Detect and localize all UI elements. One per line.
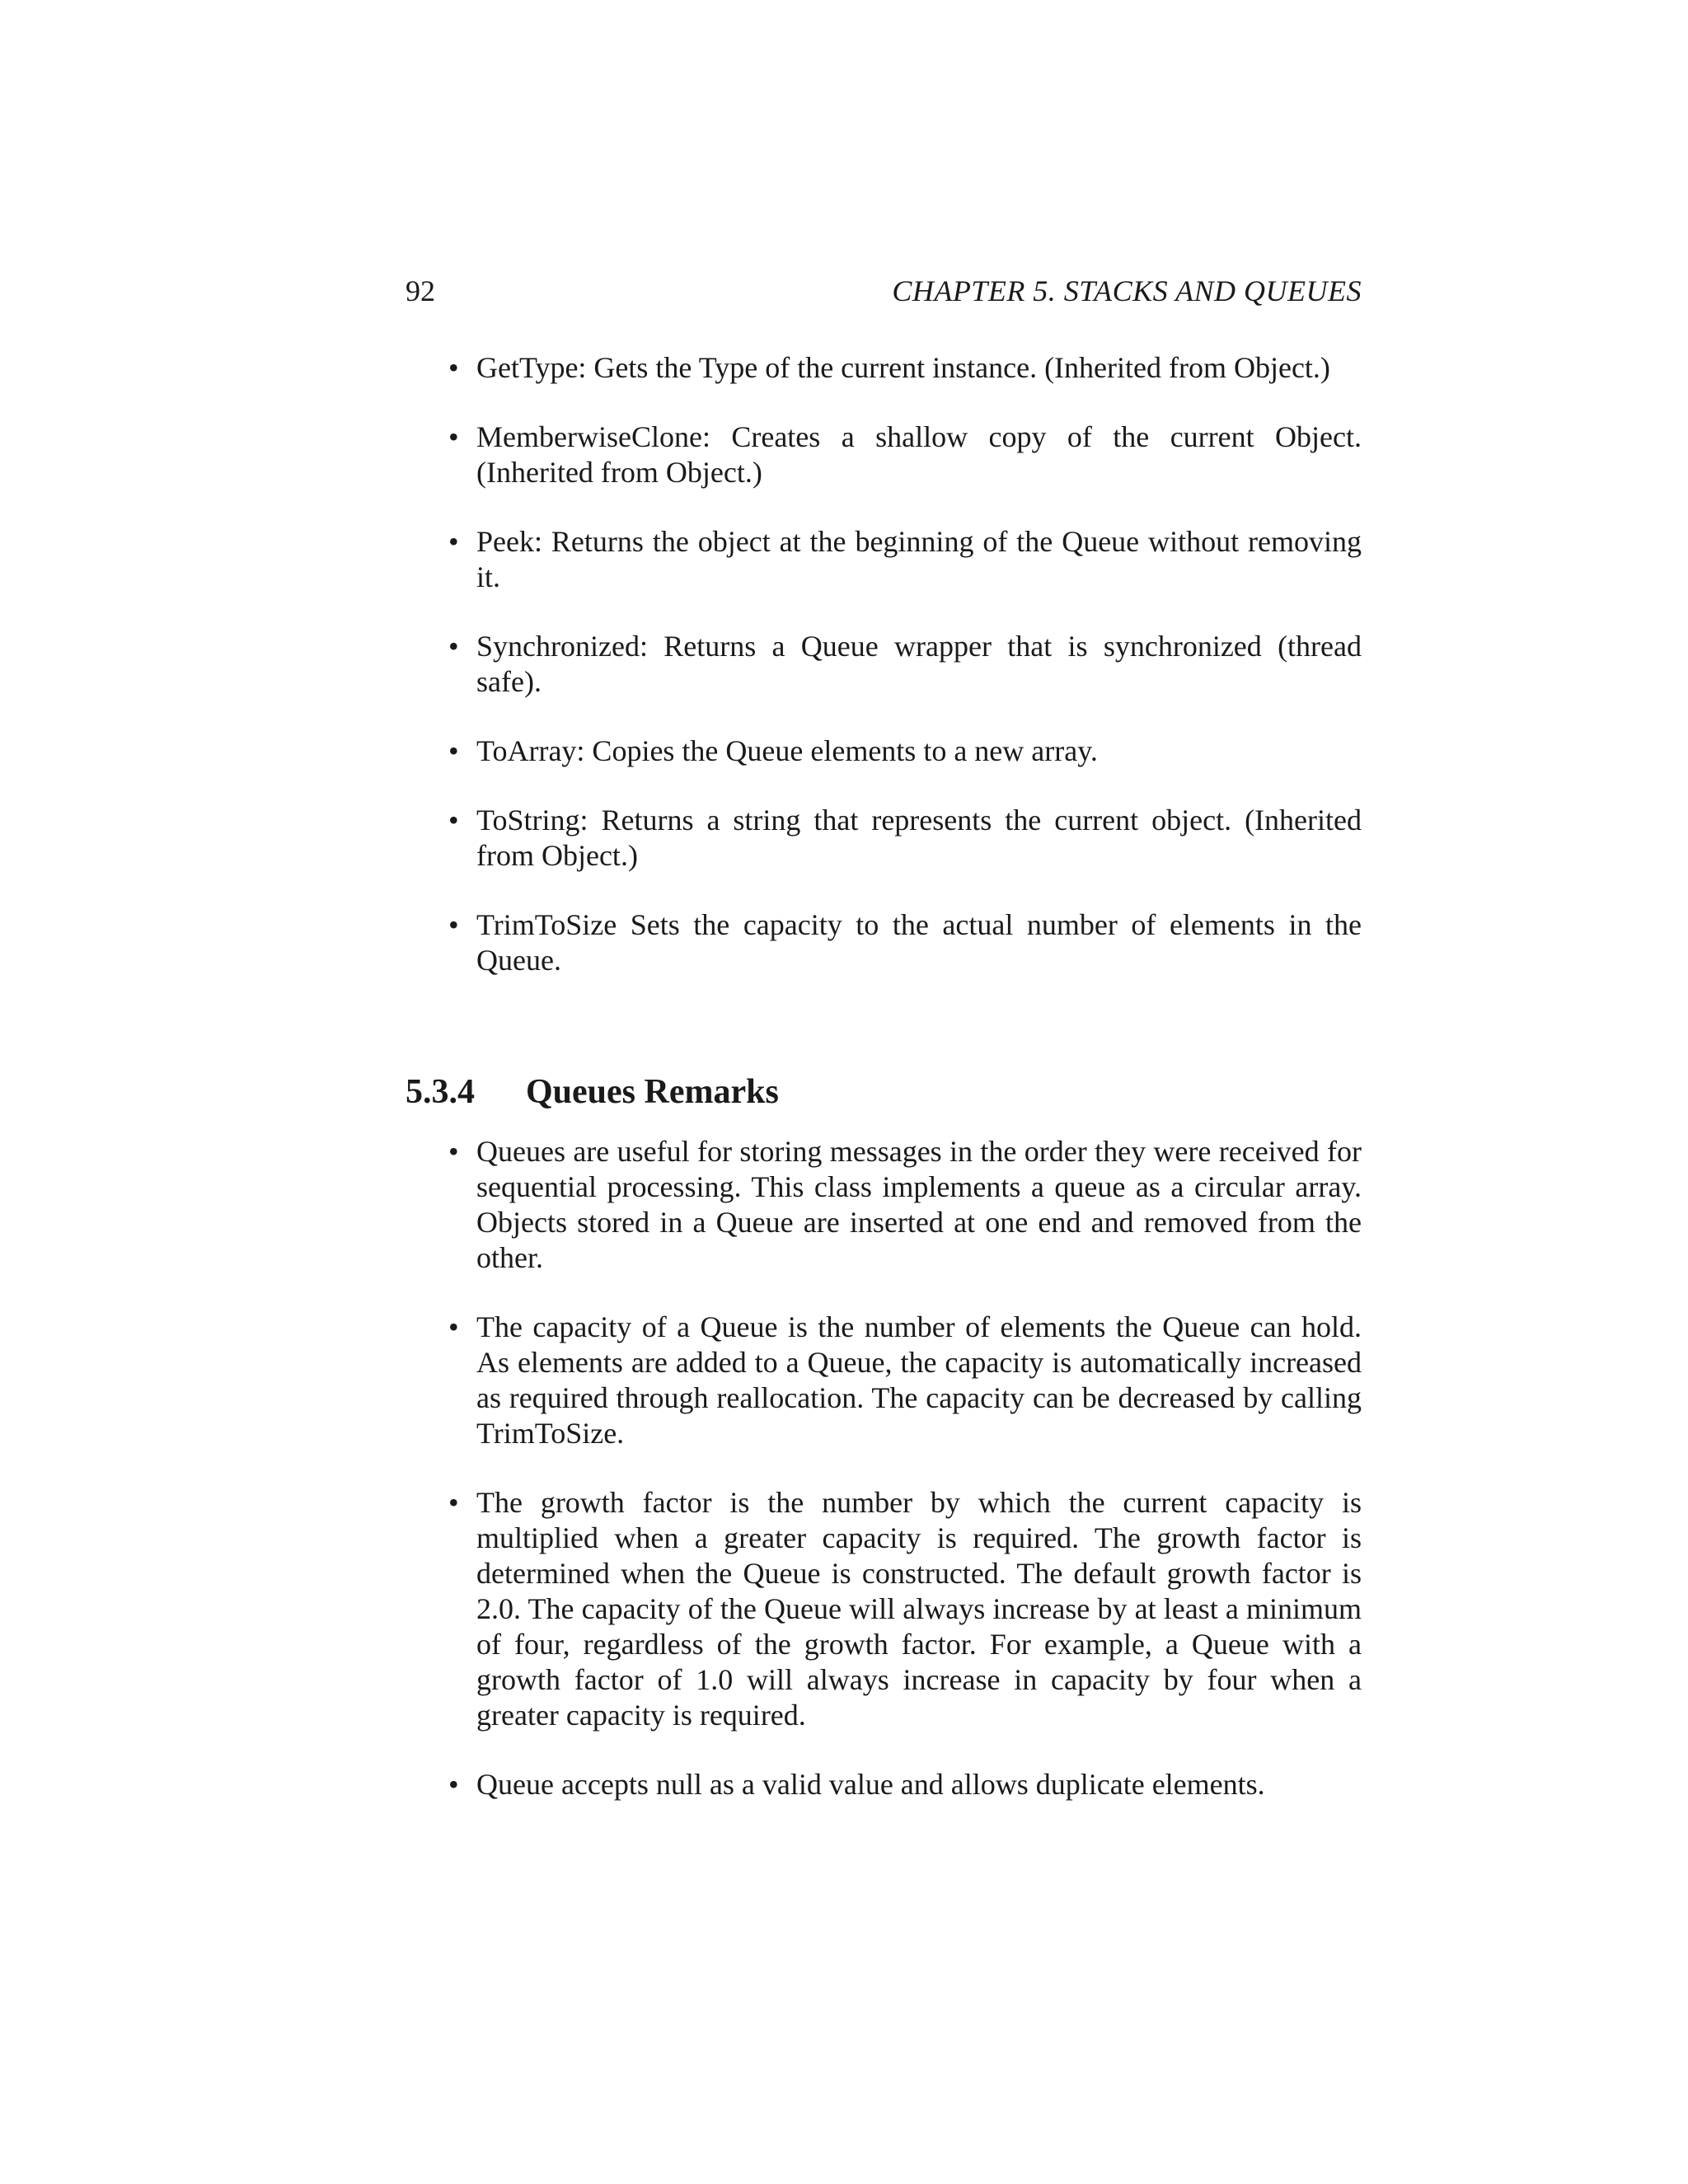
methods-list bbox=[406, 350, 1362, 1012]
list-item bbox=[406, 907, 1362, 978]
page-number: 92 bbox=[406, 274, 435, 307]
bullet-icon: • bbox=[448, 351, 459, 384]
bullet-icon: • bbox=[448, 734, 459, 767]
list-item bbox=[406, 1134, 1362, 1276]
bullet-icon: • bbox=[448, 420, 459, 453]
list-item-text: The growth factor is the number by which the current capacity is multiplied when a greater capacity is required. The growth factor is determined when the Queue is constructed. The default growth factor is 2.0. The capacity of the Queue will always increase by at least a minimum of four, regardless of the growth factor. For example, a Queue with a growth factor of 1.0 will always increase in capacity by four when a greater capacity is required. bbox=[476, 1486, 1362, 1732]
list-item-text: Queues are useful for storing messages in the order they were received for sequential processing. This class implements a queue as a circular array. Objects stored in a Queue are inserted at one end and removed from the other. bbox=[476, 1135, 1362, 1274]
bullet-icon: • bbox=[448, 1768, 459, 1801]
bullet-icon: • bbox=[448, 1486, 459, 1519]
list-item-text: The capacity of a Queue is the number of elements the Queue can hold. As elements are added to a Queue, the capacity is automatically increased as required through reallocation. The capacity can be decreased by calling TrimToSize. bbox=[476, 1310, 1362, 1450]
list-item-text: ToString: Returns a string that represents the current object. (Inherited from Object.) bbox=[476, 804, 1362, 872]
bullet-icon: • bbox=[448, 525, 459, 558]
list-item-text: GetType: Gets the Type of the current instance. (Inherited from Object.) bbox=[476, 351, 1330, 384]
list-item-text: Synchronized: Returns a Queue wrapper that is synchronized (thread safe). bbox=[476, 630, 1362, 698]
list-item bbox=[406, 1310, 1362, 1451]
list-item bbox=[406, 733, 1362, 769]
list-item-text: MemberwiseClone: Creates a shallow copy of the current Object. (Inherited from Object.) bbox=[476, 420, 1362, 489]
bullet-icon: • bbox=[448, 630, 459, 663]
bullet-icon: • bbox=[448, 1310, 459, 1343]
list-item-text: Peek: Returns the object at the beginning of the Queue without removing it. bbox=[476, 525, 1362, 593]
running-head bbox=[406, 270, 1362, 312]
list-item-text: TrimToSize Sets the capacity to the actual number of elements in the Queue. bbox=[476, 908, 1362, 977]
chapter-title: CHAPTER 5. STACKS AND QUEUES bbox=[892, 274, 1362, 307]
list-item bbox=[406, 629, 1362, 700]
remarks-list bbox=[406, 1134, 1362, 1836]
list-item bbox=[406, 1485, 1362, 1733]
list-item bbox=[406, 419, 1362, 490]
list-item bbox=[406, 350, 1362, 386]
list-item-text: Queue accepts null as a valid value and allows duplicate elements. bbox=[476, 1768, 1265, 1801]
section-number: 5.3.4 bbox=[406, 1073, 475, 1111]
section-heading bbox=[406, 1069, 1362, 1115]
list-item bbox=[406, 524, 1362, 595]
list-item bbox=[406, 803, 1362, 874]
list-item bbox=[406, 1767, 1362, 1802]
bullet-icon: • bbox=[448, 804, 459, 837]
bullet-icon: • bbox=[448, 908, 459, 941]
section-title: Queues Remarks bbox=[526, 1073, 779, 1111]
list-item-text: ToArray: Copies the Queue elements to a new array. bbox=[476, 734, 1098, 767]
bullet-icon: • bbox=[448, 1135, 459, 1168]
